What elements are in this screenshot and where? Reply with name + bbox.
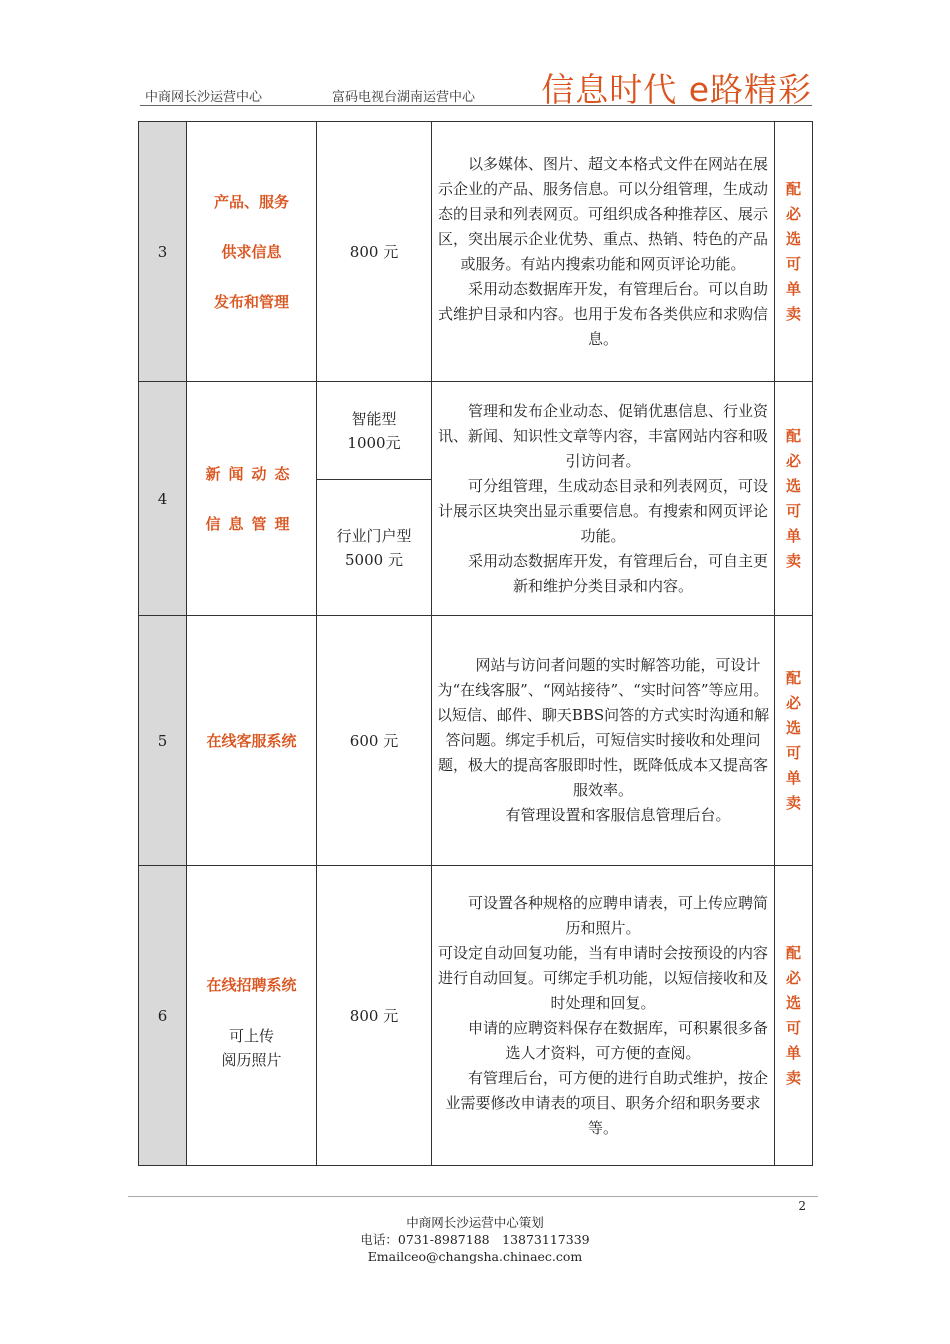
table-row <box>139 382 813 480</box>
sale-tag <box>775 866 813 1166</box>
service-name-sub-line: 可上传 <box>228 1026 274 1045</box>
sale-tag-char: 卖 <box>785 551 801 570</box>
sale-tag-char: 卖 <box>785 1068 801 1087</box>
service-name <box>187 616 317 866</box>
footer-phone: 电话：0731-8987188 13873117339 <box>360 1232 590 1247</box>
description-paragraph: 可分组管理，生成动态目录和列表网页，可设计展示区块突出显示重要信息。有搜索和网页评论功能。 <box>437 476 768 545</box>
service-name <box>187 382 317 616</box>
service-description <box>432 866 775 1166</box>
service-name <box>187 866 317 1166</box>
sale-tag-char: 配 <box>785 426 801 445</box>
sale-tag <box>775 616 813 866</box>
footer-org: 中商网长沙运营中心策划 <box>406 1215 544 1230</box>
service-name-line: 供求信息 <box>221 242 282 261</box>
table-row <box>139 122 813 382</box>
sale-tag-char: 配 <box>785 943 801 962</box>
footer-email: Emailceo@changsha.chinaec.com <box>367 1249 583 1264</box>
service-table <box>138 121 813 1166</box>
service-price: 800 元 <box>317 866 432 1166</box>
page-number: 2 <box>798 1199 806 1213</box>
sale-tag-char: 卖 <box>785 304 801 323</box>
header-org-mid: 富码电视台湖南运营中心 <box>332 90 476 105</box>
sale-tag-char: 必 <box>785 204 801 223</box>
sale-tag-char: 必 <box>785 693 801 712</box>
sale-tag-char: 单 <box>785 1043 801 1062</box>
page-footer <box>0 1214 950 1265</box>
sale-tag-char: 配 <box>785 179 801 198</box>
sale-tag-char: 可 <box>785 743 801 762</box>
service-price: 800 元 <box>317 122 432 382</box>
description-paragraph: 网站与访问者问题的实时解答功能，可设计为“在线客服”、“网站接待”、“实时问答”等应用。以短信、邮件、聊天BBS问答的方式实时沟通和解答问题。绑定手机后，可短信实时接收和处理问题，极大的提高客服即时性，既降低成本又提高客服效率。 <box>436 656 770 799</box>
price-option <box>317 480 432 616</box>
header-slogan: 信息时代 e路精彩 <box>541 70 812 109</box>
sale-tag-char: 单 <box>785 526 801 545</box>
service-description <box>432 616 775 866</box>
sale-tag-char: 选 <box>785 993 801 1012</box>
sale-tag-char: 必 <box>785 968 801 987</box>
footer-rule <box>128 1196 818 1197</box>
sale-tag-char: 可 <box>785 254 801 273</box>
sale-tag-char: 选 <box>785 229 801 248</box>
price-option-price: 5000 元 <box>345 550 403 569</box>
table-row <box>139 866 813 1166</box>
header-org-left: 中商网长沙运营中心 <box>145 90 263 105</box>
sale-tag-char: 单 <box>785 279 801 298</box>
price-option <box>317 382 432 480</box>
price-option-price: 1000元 <box>347 433 401 452</box>
sale-tag-char: 卖 <box>785 793 801 812</box>
price-option-label: 智能型 <box>351 409 397 428</box>
service-description <box>432 122 775 382</box>
description-paragraph: 可设置各种规格的应聘申请表，可上传应聘简历和照片。 <box>467 893 768 937</box>
sale-tag-char: 单 <box>785 768 801 787</box>
service-description <box>432 382 775 616</box>
sale-tag-char: 可 <box>785 501 801 520</box>
service-name-sub <box>187 1024 316 1072</box>
service-name <box>187 122 317 382</box>
service-name-line: 信息管理 <box>205 514 298 533</box>
description-paragraph: 有管理设置和客服信息管理后台。 <box>505 806 731 824</box>
description-paragraph: 采用动态数据库开发，有管理后台，可自主更新和维护分类目录和内容。 <box>467 551 768 595</box>
description-paragraph: 申请的应聘资料保存在数据库，可积累很多备选人才资料，可方便的查阅。 <box>467 1018 768 1062</box>
service-price: 600 元 <box>317 616 432 866</box>
sale-tag <box>775 122 813 382</box>
table-row <box>139 616 813 866</box>
sale-tag-char: 选 <box>785 718 801 737</box>
row-number: 6 <box>139 866 187 1166</box>
service-name-line: 发布和管理 <box>213 292 289 311</box>
description-paragraph: 有管理后台，可方便的进行自助式维护，按企业需要修改申请表的项目、职务介绍和职务要求等。 <box>445 1068 768 1137</box>
service-name-line: 在线招聘系统 <box>206 975 297 994</box>
row-number: 4 <box>139 382 187 616</box>
service-name-line: 新闻动态 <box>205 464 298 483</box>
sale-tag-char: 配 <box>785 668 801 687</box>
sale-tag-char: 必 <box>785 451 801 470</box>
header-rule <box>140 105 812 106</box>
sale-tag <box>775 382 813 616</box>
description-paragraph: 管理和发布企业动态、促销优惠信息、行业资讯、新闻、知识性文章等内容，丰富网站内容和吸引访问者。 <box>437 401 768 470</box>
sale-tag-char: 选 <box>785 476 801 495</box>
service-name-line: 产品、服务 <box>213 192 289 211</box>
description-paragraph: 以多媒体、图片、超文本格式文件在网站在展示企业的产品、服务信息。可以分组管理，生成动态的目录和列表网页。可组织成各种推荐区、展示区，突出展示企业优势、重点、热销、特色的产品或服务。有站内搜索功能和网页评论功能。 <box>437 154 768 273</box>
page-header <box>140 62 812 109</box>
price-option-label: 行业门户型 <box>336 526 412 545</box>
service-name-line: 在线客服系统 <box>206 731 297 750</box>
service-name-sub-line: 阅历照片 <box>221 1050 282 1069</box>
sale-tag-char: 可 <box>785 1018 801 1037</box>
row-number: 3 <box>139 122 187 382</box>
description-paragraph: 采用动态数据库开发，有管理后台。可以自助式维护目录和内容。也用于发布各类供应和求购信息。 <box>437 279 768 348</box>
description-paragraph: 可设定自动回复功能，当有申请时会按预设的内容进行自动回复。可绑定手机功能，以短信接收和及时处理和回复。 <box>437 943 768 1012</box>
row-number: 5 <box>139 616 187 866</box>
